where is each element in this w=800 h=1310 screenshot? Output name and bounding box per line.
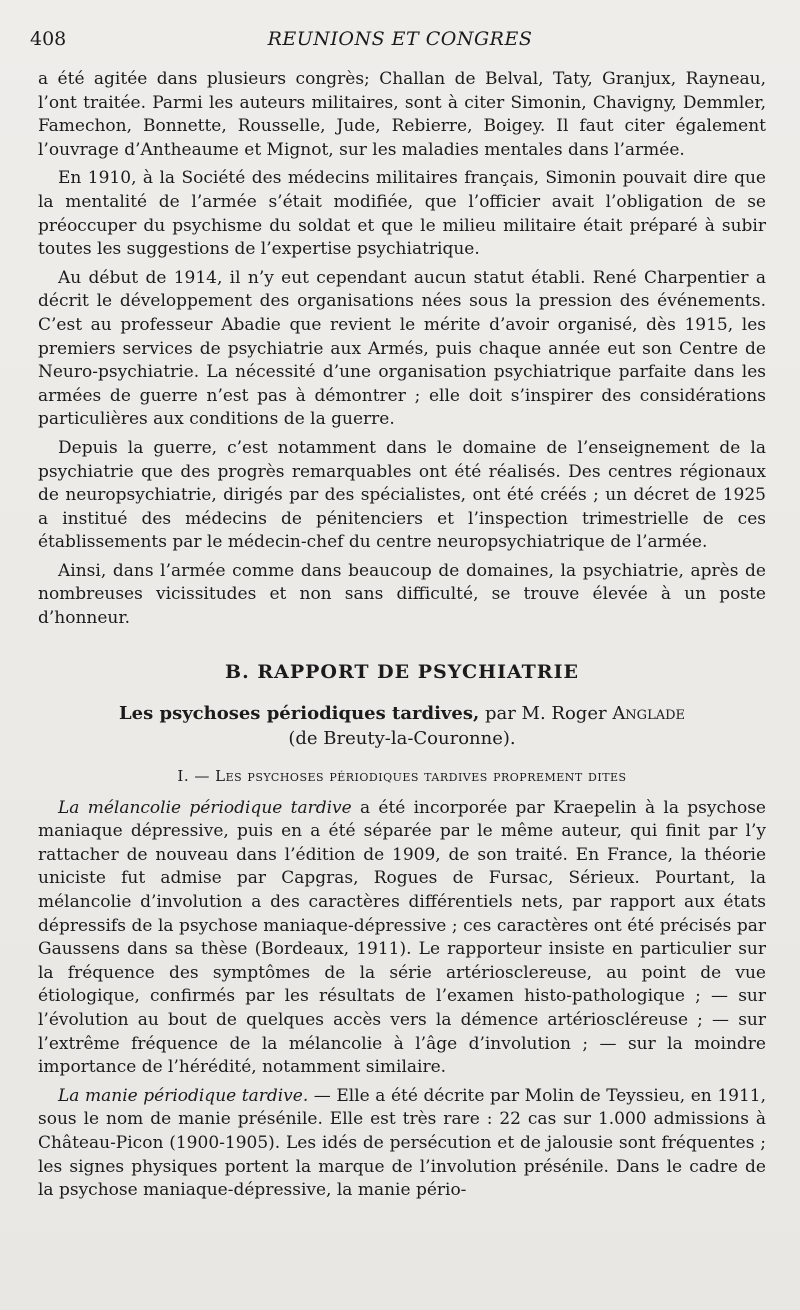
paragraph: Au début de 1914, il n’y eut cependant aucun statut établi. René Charpentier a décrit le développement des organisations nées sous la pression des événements. C’est au professeur Abadie que revient le mérite d’avoir organisé, dès 1915, les premiers services de psychiatrie aux Armés, puis chaque année eut son Centre de Neuro-psychiatrie. La nécessité d’une organisation psychiatrique parfaite dans les armées de guerre n’est pas à démontrer ; elle doit s’inspirer des considérations particulières aux conditions de la guerre. <box>38 267 766 430</box>
paragraph-text: — Elle a été décrite par Molin de Teyssieu, en 1911, sous le nom de manie présénile. Elle est très rare : 22 cas sur 1.000 admissions à Château-Picon (1900-1905). Les idés de persécution et de jalousie sont fréquentes ; les signes physiques portent la marque de l’involution présénile. Dans le cadre de la psychose maniaque-dépressive, la manie pério- <box>38 1085 766 1201</box>
subsection-number: I. — <box>177 766 216 785</box>
paragraph-text: a été incorporée par Kraepelin à la psychose maniaque dépressive, puis en a été séparée par le même auteur, qui finit par l’y rattacher de nouveau dans l’édition de 1909, de son traité. En France, la théorie uniciste fut admise par Capgras, Rogues de Fursac, Sérieux. Pourtant, la mélancolie d’involution a des caractères différentiels nets, par rapport aux états dépressifs de la psychose maniaque-dépressive ; ces caractères ont été précisés par Gaussens dans sa thèse (Bordeaux, 1911). Le rapporteur insiste en particulier sur la fréquence des symptômes de la série artériosclereuse, au point de vue étiologique, confirmés par les résultats de l’examen histo-pathologique ; — sur l’évolution au bout de quelques accès vers la démence artérioscléreuse ; — sur l’extrême fréquence de la mélancolie à l’âge d’involution ; — sur la moindre importance de l’hérédité, notamment similaire. <box>38 797 766 1078</box>
page-number: 408 <box>30 28 67 50</box>
article-title: Les psychoses périodiques tardives, <box>118 702 480 724</box>
article-heading <box>38 701 766 751</box>
paragraph: Ainsi, dans l’armée comme dans beaucoup de domaines, la psychiatrie, après de nombreuses vicissitudes et non sans difficulté, se trouve élevée à un poste d’honneur. <box>38 560 766 629</box>
paragraph: a été agitée dans plusieurs congrès; Challan de Belval, Taty, Granjux, Rayneau, l’ont traitée. Parmi les auteurs militaires, sont à citer Simonin, Chavigny, Demmler, Famechon, Bonnette, Rousselle, Jude, Rebierre, Boigey. Il faut citer également l’ouvrage d’Antheaume et Mignot, sur les maladies mentales dans l’armée. <box>38 69 766 160</box>
page-body <box>38 68 766 1208</box>
page-header <box>0 28 800 58</box>
paragraph-lead: La mélancolie périodique tardive <box>58 797 352 818</box>
article-author: Anglade <box>612 702 686 724</box>
paragraph-lead: La manie périodique tardive. <box>58 1085 309 1106</box>
article-by: par M. Roger <box>479 702 613 724</box>
paragraph <box>38 797 766 1080</box>
section-title: B. RAPPORT DE PSYCHIATRIE <box>225 660 579 683</box>
running-head: REUNIONS ET CONGRES <box>267 28 533 50</box>
subsection-heading: Les psychoses périodiques tardives proprement dites <box>215 766 627 785</box>
article-location: (de Breuty-la-Couronne). <box>288 727 516 749</box>
paragraph: En 1910, à la Société des médecins militaires français, Simonin pouvait dire que la mentalité de l’armée s’était modifiée, que l’officier avait l’obligation de se préoccuper du psychisme du soldat et que le milieu militaire était préparé à subir toutes les suggestions de l’expertise psychiatrique. <box>38 168 766 260</box>
paragraph: Depuis la guerre, c’est notamment dans le domaine de l’enseignement de la psychiatrie que des progrès remarquables ont été réalisés. Des centres régionaux de neuropsychiatrie, dirigés par des spécialistes, ont été créés ; un décret de 1925 a institué des médecins de pénitenciers et l’inspection trimestrielle de ces établissements par le médecin-chef du centre neuropsychiatrique de l’armée. <box>38 437 766 553</box>
subsection-title <box>38 767 766 785</box>
paragraph <box>38 1085 766 1203</box>
